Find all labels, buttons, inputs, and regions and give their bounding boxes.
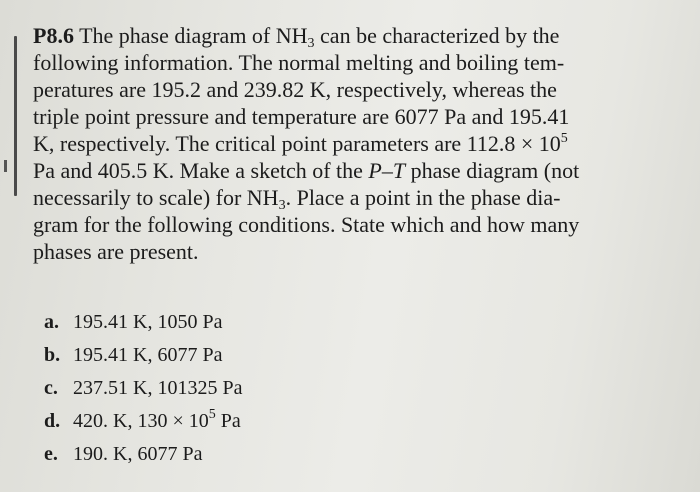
condition-item-b	[44, 339, 242, 372]
item-text: 195.41 K, 6077 Pa	[73, 344, 223, 366]
margin-tick	[4, 160, 7, 172]
text-span: K, respectively. The critical point parameters are 112.8 × 10	[33, 131, 561, 156]
item-text: 190. K, 6077 Pa	[73, 443, 203, 465]
text-span: peratures are 195.2 and 239.82 K, respectively, whereas the	[33, 77, 557, 102]
problem-line	[33, 157, 673, 184]
subscript: 3	[307, 36, 315, 51]
condition-list	[44, 306, 242, 471]
problem-line	[33, 238, 673, 265]
text-span: phases are present.	[33, 239, 199, 264]
condition-item-d	[44, 405, 242, 438]
problem-line	[33, 76, 673, 103]
pt-italic: P–T	[368, 158, 406, 183]
item-label: d.	[44, 410, 61, 432]
problem-line	[33, 130, 673, 157]
item-text: Pa	[215, 410, 241, 432]
problem-statement	[33, 22, 673, 265]
text-span: gram for the following conditions. State which and how many	[33, 212, 580, 237]
text-span: phase diagram (not	[405, 158, 580, 183]
item-text: 237.51 K, 101325 Pa	[73, 377, 243, 399]
text-span: . Place a point in the phase dia-	[285, 185, 561, 210]
condition-item-c	[44, 372, 242, 405]
item-label: a.	[44, 311, 59, 333]
subscript: 3	[278, 198, 286, 213]
text-span: The phase diagram of NH	[79, 23, 308, 48]
item-label: c.	[44, 377, 58, 399]
problem-line	[33, 49, 673, 76]
condition-item-e	[44, 438, 242, 471]
problem-line	[33, 22, 673, 49]
text-span: necessarily to scale) for NH	[33, 185, 279, 210]
superscript: 5	[208, 407, 216, 422]
text-span: Pa and 405.5 K. Make a sketch of the	[33, 158, 369, 183]
text-span: following information. The normal melting and boiling tem-	[33, 50, 565, 75]
superscript: 5	[560, 131, 568, 146]
item-text: 420. K, 130 × 10	[73, 410, 209, 432]
problem-line	[33, 184, 673, 211]
text-span: can be characterized by the	[314, 23, 560, 48]
margin-bar	[14, 36, 17, 196]
item-label: e.	[44, 443, 58, 465]
text-span: triple point pressure and temperature are 6077 Pa and 195.41	[33, 104, 570, 129]
item-text: 195.41 K, 1050 Pa	[73, 311, 223, 333]
item-label: b.	[44, 344, 61, 366]
problem-line	[33, 211, 673, 238]
problem-line	[33, 103, 673, 130]
condition-item-a	[44, 306, 242, 339]
problem-number: P8.6	[33, 23, 74, 48]
